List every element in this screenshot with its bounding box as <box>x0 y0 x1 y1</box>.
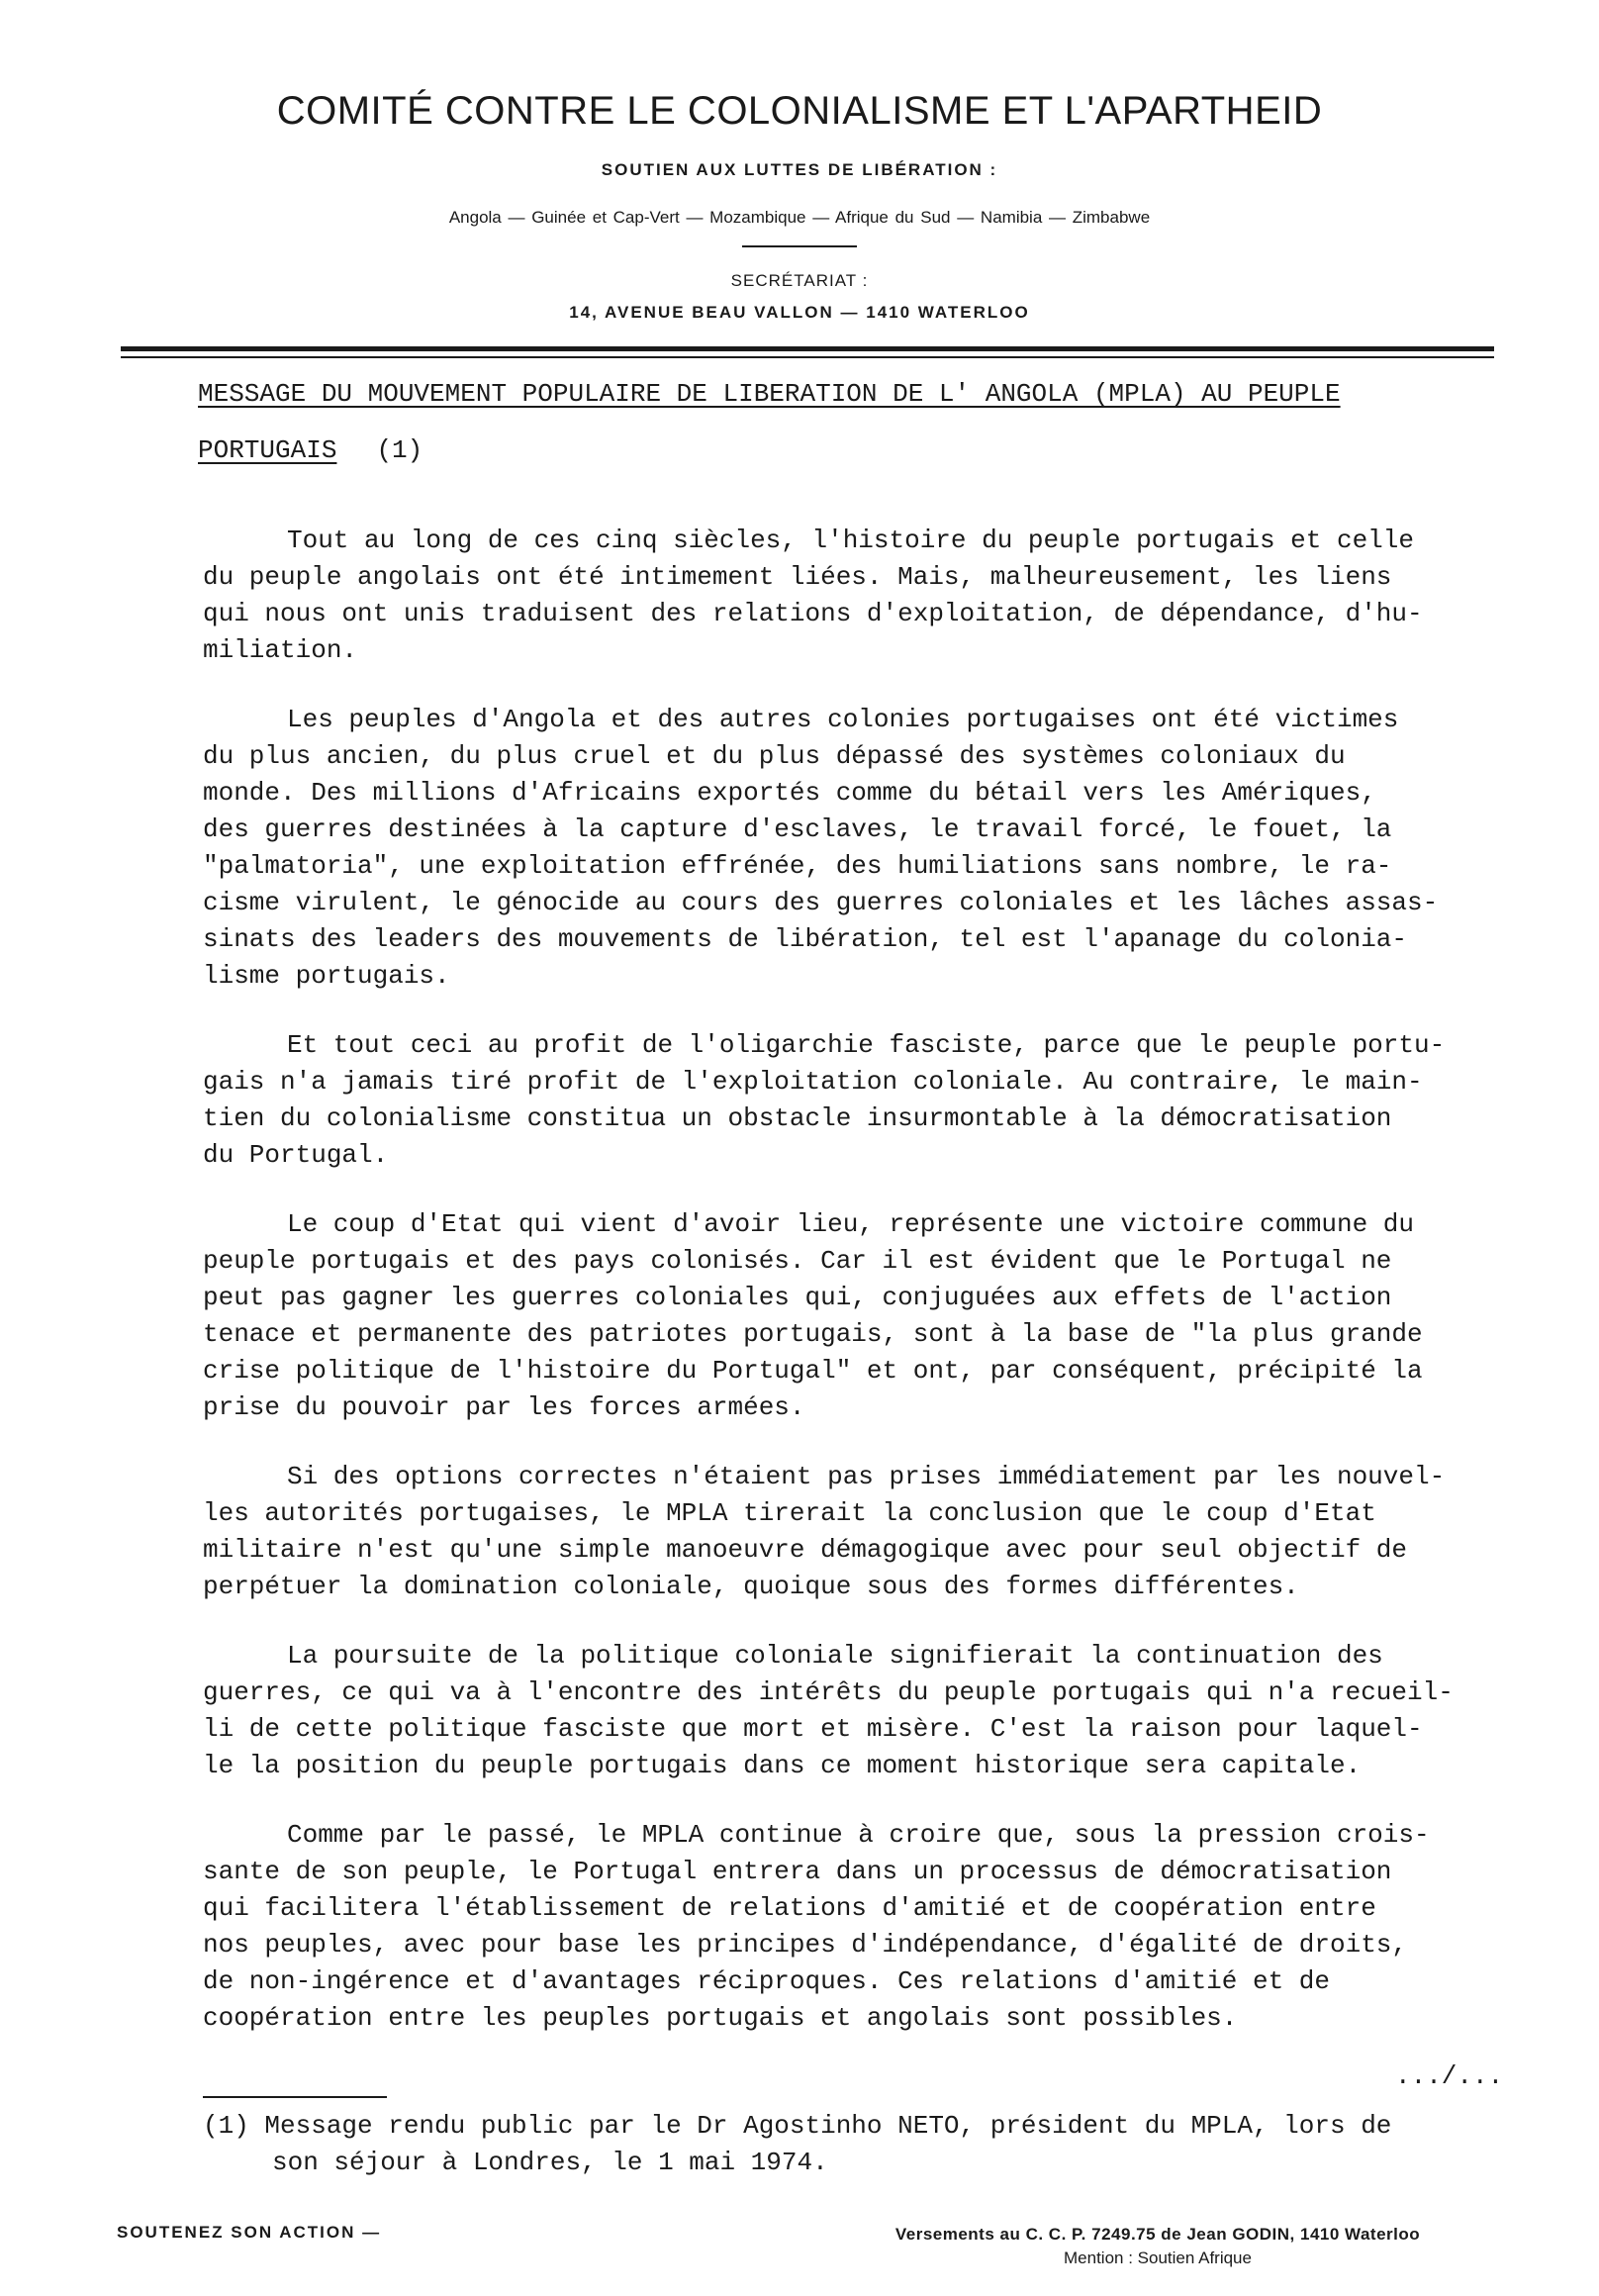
paragraph-line: du Portugal. <box>203 1140 389 1170</box>
letterhead <box>0 87 1599 323</box>
paragraph <box>203 1638 1529 1784</box>
paragraph-line: miliation. <box>203 635 358 665</box>
paragraph-line: gais n'a jamais tiré profit de l'exploitation coloniale. Au contraire, le main- <box>203 1067 1423 1097</box>
message-body <box>203 523 1529 2069</box>
paragraph-line: Et tout ceci au profit de l'oligarchie fasciste, parce que le peuple portu- <box>287 1030 1446 1060</box>
paragraph-line: Comme par le passé, le MPLA continue à croire que, sous la pression crois- <box>287 1820 1430 1850</box>
footnote-rule <box>203 2096 387 2098</box>
organization-title: COMITÉ CONTRE LE COLONIALISME ET L'APARTHEID <box>276 89 1323 133</box>
paragraph-line: de non-ingérence et d'avantages réciproques. Ces relations d'amitié et de <box>203 1966 1330 1996</box>
heading-line-2-text: PORTUGAIS <box>198 435 337 465</box>
paragraph-line: "palmatoria", une exploitation effrénée, des humiliations sans nombre, le ra- <box>203 851 1392 881</box>
footnote-line-2: son séjour à Londres, le 1 mai 1974. <box>272 2148 828 2177</box>
secretariat-address: 14, AVENUE BEAU VALLON — 1410 WATERLOO <box>569 303 1030 322</box>
paragraph-line: crise politique de l'histoire du Portugal" et ont, par conséquent, précipité la <box>203 1356 1423 1386</box>
paragraph-line: monde. Des millions d'Africains exportés comme du bétail vers les Amériques, <box>203 778 1376 808</box>
footer-payment-info <box>782 2223 1534 2270</box>
paragraph-line: coopération entre les peuples portugais et angolais sont possibles. <box>203 2003 1238 2033</box>
paragraph-line: qui facilitera l'établissement de relations d'amitié et de coopération entre <box>203 1893 1376 1923</box>
paragraph-line: militaire n'est qu'une simple manoeuvre démagogique avec pour seul objectif de <box>203 1535 1407 1565</box>
paragraph-line: lisme portugais. <box>203 961 450 991</box>
paragraph-line: du peuple angolais ont été intimement liées. Mais, malheureusement, les liens <box>203 562 1392 592</box>
paragraph-line: Si des options correctes n'étaient pas prises immédiatement par les nouvel- <box>287 1462 1446 1491</box>
paragraph-line: le la position du peuple portugais dans ce moment historique sera capitale. <box>203 1751 1362 1780</box>
paragraph-line: sinats des leaders des mouvements de libération, tel est l'apanage du colonia- <box>203 924 1407 954</box>
footnote <box>203 2108 1529 2181</box>
paragraph-line: Tout au long de ces cinq siècles, l'histoire du peuple portugais et celle <box>287 526 1414 555</box>
paragraph-line: prise du pouvoir par les forces armées. <box>203 1392 805 1422</box>
paragraph-line: tien du colonialisme constitua un obstacle insurmontable à la démocratisation <box>203 1103 1392 1133</box>
heading-line-1: MESSAGE DU MOUVEMENT POPULAIRE DE LIBERATION DE L' ANGOLA (MPLA) AU PEUPLE <box>198 379 1341 409</box>
paragraph-line: Le coup d'Etat qui vient d'avoir lieu, représente une victoire commune du <box>287 1209 1414 1239</box>
paragraph <box>203 702 1529 995</box>
paragraph-line: qui nous ont unis traduisent des relations d'exploitation, de dépendance, d'hu- <box>203 599 1423 628</box>
paragraph-line: tenace et permanente des patriotes portugais, sont à la base de "la plus grande <box>203 1319 1423 1349</box>
paragraph-line: peuple portugais et des pays colonisés. Car il est évident que le Portugal ne <box>203 1246 1392 1276</box>
paragraph-line: des guerres destinées à la capture d'esclaves, le travail forcé, le fouet, la <box>203 814 1392 844</box>
heading-line-2 <box>198 432 1464 469</box>
paragraph <box>203 523 1529 669</box>
paragraph <box>203 1459 1529 1605</box>
footer-slogan: SOUTENEZ SON ACTION — <box>117 2223 382 2242</box>
footer-mention-line: Mention : Soutien Afrique <box>1064 2248 1252 2267</box>
paragraph-line: cisme virulent, le génocide au cours des guerres coloniales et les lâches assas- <box>203 888 1439 917</box>
document-heading <box>198 376 1464 469</box>
letterhead-double-rule <box>121 346 1494 358</box>
supported-countries: Angola — Guinée et Cap-Vert — Mozambique — Afrique du Sud — Namibia — Zimbabwe <box>448 208 1151 227</box>
paragraph-line: La poursuite de la politique coloniale signifierait la continuation des <box>287 1641 1383 1671</box>
footer-payment-line: Versements au C. C. P. 7249.75 de Jean GODIN, 1410 Waterloo <box>894 2225 1421 2244</box>
continuation-mark: .../... <box>1395 2061 1504 2091</box>
footnote-line-1: (1) Message rendu public par le Dr Agostinho NETO, président du MPLA, lors de <box>203 2111 1392 2141</box>
paragraph-line: perpétuer la domination coloniale, quoique sous des formes différentes. <box>203 1572 1299 1601</box>
paragraph-line: li de cette politique fasciste que mort et misère. C'est la raison pour laquel- <box>203 1714 1423 1744</box>
paragraph-line: peut pas gagner les guerres coloniales qui, conjuguées aux effets de l'action <box>203 1283 1392 1312</box>
paragraph-line: les autorités portugaises, le MPLA tirerait la conclusion que le coup d'Etat <box>203 1498 1376 1528</box>
paragraph <box>203 1027 1529 1174</box>
footnote-reference: (1) <box>376 435 423 465</box>
organization-subtitle: SOUTIEN AUX LUTTES DE LIBÉRATION : <box>601 160 998 179</box>
letterhead-divider <box>742 245 857 247</box>
paragraph-line: guerres, ce qui va à l'encontre des intérêts du peuple portugais qui n'a recueil- <box>203 1677 1454 1707</box>
paragraph <box>203 1817 1529 2037</box>
paragraph-line: nos peuples, avec pour base les principes d'indépendance, d'égalité de droits, <box>203 1930 1407 1960</box>
paragraph-line: sante de son peuple, le Portugal entrera dans un processus de démocratisation <box>203 1857 1392 1886</box>
secretariat-label: SECRÉTARIAT : <box>730 271 869 290</box>
paragraph <box>203 1206 1529 1426</box>
paragraph-line: du plus ancien, du plus cruel et du plus dépassé des systèmes coloniaux du <box>203 741 1346 771</box>
paragraph-line: Les peuples d'Angola et des autres colonies portugaises ont été victimes <box>287 705 1399 734</box>
